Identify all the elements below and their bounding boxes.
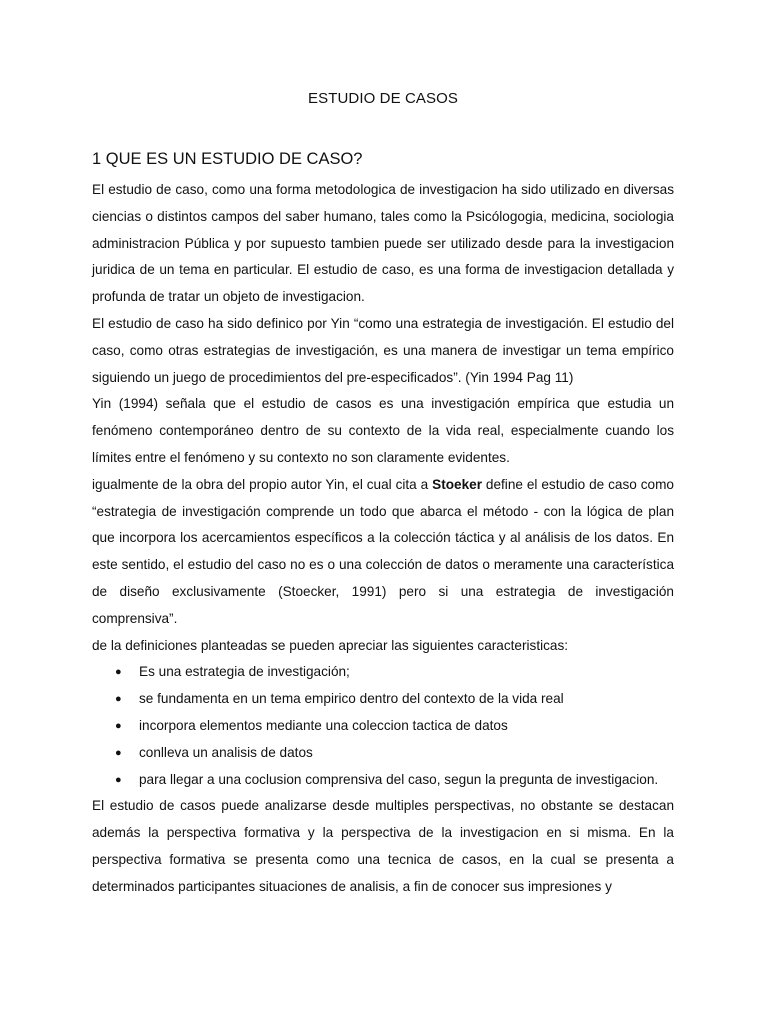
list-item [92, 659, 674, 686]
list-item [92, 767, 674, 794]
section-heading: 1 QUE ES UN ESTUDIO DE CASO? [92, 150, 363, 168]
bullet-icon: ● [115, 693, 122, 706]
bullet-icon: ● [115, 666, 122, 679]
list-item-text: Es una estrategia de investigación; [139, 664, 350, 680]
list-item [92, 713, 674, 740]
paragraph-6: El estudio de casos puede analizarse desde multiples perspectivas, no obstante se destacan además la perspectiva formativa y la perspectiva de la investigacion en si misma. En la perspectiva formativa se presenta como una tecnica de casos, en la cual se presenta a determinados participantes situaciones de analisis, a fin de conocer sus impresiones y [92, 798, 674, 894]
paragraph-4 [92, 472, 674, 633]
paragraph-1: El estudio de caso, como una forma metodologica de investigacion ha sido utilizado en diversas ciencias o distintos campos del saber humano, tales como la Psicólogogia, medicina, sociologia administracion Pública y por supuesto tambien puede ser utilizado desde para la investigacion juridica de un tema en particular. El estudio de caso, es una forma de investigacion detallada y profunda de tratar un objeto de investigacion. [92, 182, 674, 305]
list-item-text: se fundamenta en un tema empirico dentro del contexto de la vida real [139, 691, 564, 707]
list-item [92, 740, 674, 767]
list-item [92, 686, 674, 713]
paragraph-3: Yin (1994) señala que el estudio de casos es una investigación empírica que estudia un fenómeno contemporáneo dentro de su contexto de la vida real, especialmente cuando los límites entre el fenómeno y su contexto no son claramente evidentes. [92, 396, 674, 465]
paragraph-2: El estudio de caso ha sido definico por Yin “como una estrategia de investigación. El estudio del caso, como otras estrategias de investigación, es una manera de investigar un tema empírico siguiendo un juego de procedimientos del pre-especificados”. (Yin 1994 Pag 11) [92, 315, 674, 385]
list-item-text: incorpora elementos mediante una coleccion tactica de datos [139, 717, 508, 733]
bullet-icon: ● [115, 773, 122, 786]
list-item-text: conlleva un analisis de datos [139, 744, 313, 760]
paragraph-5: de la definiciones planteadas se pueden apreciar las siguientes caracteristicas: [92, 637, 569, 653]
bullet-icon: ● [115, 719, 122, 732]
characteristics-list [92, 659, 674, 793]
paragraph-4-text-end: define el estudio de caso como “estrategia de investigación comprende un todo que abarca el método - con la lógica de plan que incorpora los acercamientos específicos a la colección táctica y al análisis de los datos. En este sentido, el estudio del caso no es o una colección de datos o meramente una característica de diseño exclusivamente (Stoecker, 1991) pero si una estrategia de investigación comprensiva”. [92, 476, 674, 626]
author-name-bold: Stoeker [432, 476, 482, 492]
document-title: ESTUDIO DE CASOS [308, 90, 458, 107]
list-item-text: para llegar a una coclusion comprensiva del caso, segun la pregunta de investigacion. [139, 771, 659, 787]
document-body [92, 88, 674, 901]
paragraph-4-text-start: igualmente de la obra del propio autor Yin, el cual cita a [92, 476, 433, 492]
bullet-icon: ● [115, 746, 122, 759]
